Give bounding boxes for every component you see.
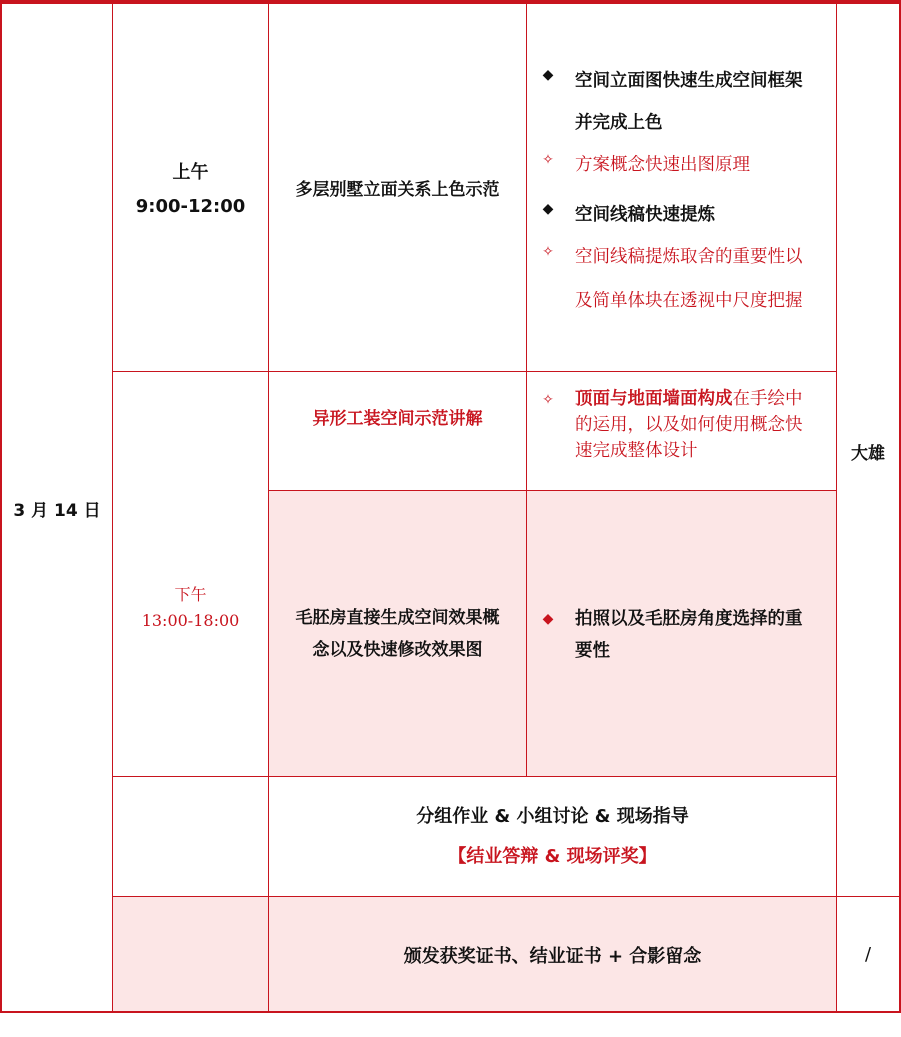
afternoon-topic-1-cell <box>268 371 526 490</box>
sparkle-bullet-icon: ✧ <box>542 152 554 168</box>
ceremony-cell <box>268 896 836 1012</box>
morning-point-1-line-1: 空间立面图快速生成空间框架 <box>575 71 803 91</box>
afternoon-time-cell <box>112 371 268 776</box>
sparkle-bullet-icon: ✧ <box>542 392 554 408</box>
ceremony-text: 颁发获奖证书、结业证书 + 合影留念 <box>403 945 702 967</box>
ceremony-teacher-cell <box>836 896 901 1012</box>
ceremony-teacher: / <box>864 944 872 965</box>
afternoon-topic-2-cell <box>268 490 526 776</box>
teacher-cell <box>836 3 901 896</box>
bottom-border <box>0 1011 901 1013</box>
morning-point-3: 空间线稿快速提炼 <box>575 205 715 225</box>
diamond-bullet-icon: ◆ <box>542 611 554 627</box>
sparkle-bullet-icon: ✧ <box>542 244 554 260</box>
group-work-time-cell <box>112 776 268 896</box>
morning-point-2: 方案概念快速出图原理 <box>575 155 750 175</box>
topic-1-bold-text: 顶面与地面墙面构成 <box>575 389 733 409</box>
topic-1-text-line-3: 速完成整体设计 <box>575 441 698 461</box>
morning-period: 上午 <box>172 162 209 183</box>
topic-1-text-line-2: 的运用，以及如何使用概念快 <box>575 415 803 435</box>
ceremony-time-cell <box>112 896 268 1012</box>
topic-2-point-line-1: 拍照以及毛胚房角度选择的重 <box>575 609 803 629</box>
morning-time: 9:00-12:00 <box>135 196 246 217</box>
afternoon-topic-1: 异形工装空间示范讲解 <box>312 408 483 429</box>
date-label: 3 月 14 日 <box>13 500 101 521</box>
afternoon-topic-2-point-cell <box>526 490 836 776</box>
morning-points-cell <box>526 3 836 371</box>
morning-point-4-line-1: 空间线稿提炼取舍的重要性以 <box>575 247 803 267</box>
morning-topic-cell <box>268 3 526 371</box>
topic-1-text-line-1: 在手绘中 <box>732 389 803 409</box>
group-work-line-1: 分组作业 & 小组讨论 & 现场指导 <box>416 805 689 827</box>
morning-topic: 多层别墅立面关系上色示范 <box>295 180 500 200</box>
group-work-cell <box>268 776 836 896</box>
topic-2-point-line-2: 要性 <box>575 641 610 661</box>
diamond-bullet-icon: ◆ <box>542 201 554 217</box>
diamond-bullet-icon: ◆ <box>542 67 554 83</box>
teacher-name: 大雄 <box>851 444 885 464</box>
morning-time-cell <box>112 3 268 371</box>
afternoon-period: 下午 <box>174 585 207 604</box>
afternoon-topic-2-line-2: 念以及快速修改效果图 <box>312 639 483 660</box>
afternoon-time: 13:00-18:00 <box>141 611 240 630</box>
afternoon-topic-1-points-cell <box>526 371 836 490</box>
morning-point-1-line-2: 并完成上色 <box>575 113 663 133</box>
morning-point-4-line-2: 及简单体块在透视中尺度把握 <box>575 291 803 311</box>
group-work-line-2: 【结业答辩 & 现场评奖】 <box>448 845 657 867</box>
afternoon-topic-2-line-1: 毛胚房直接生成空间效果概 <box>295 607 500 628</box>
date-cell <box>0 3 112 1012</box>
